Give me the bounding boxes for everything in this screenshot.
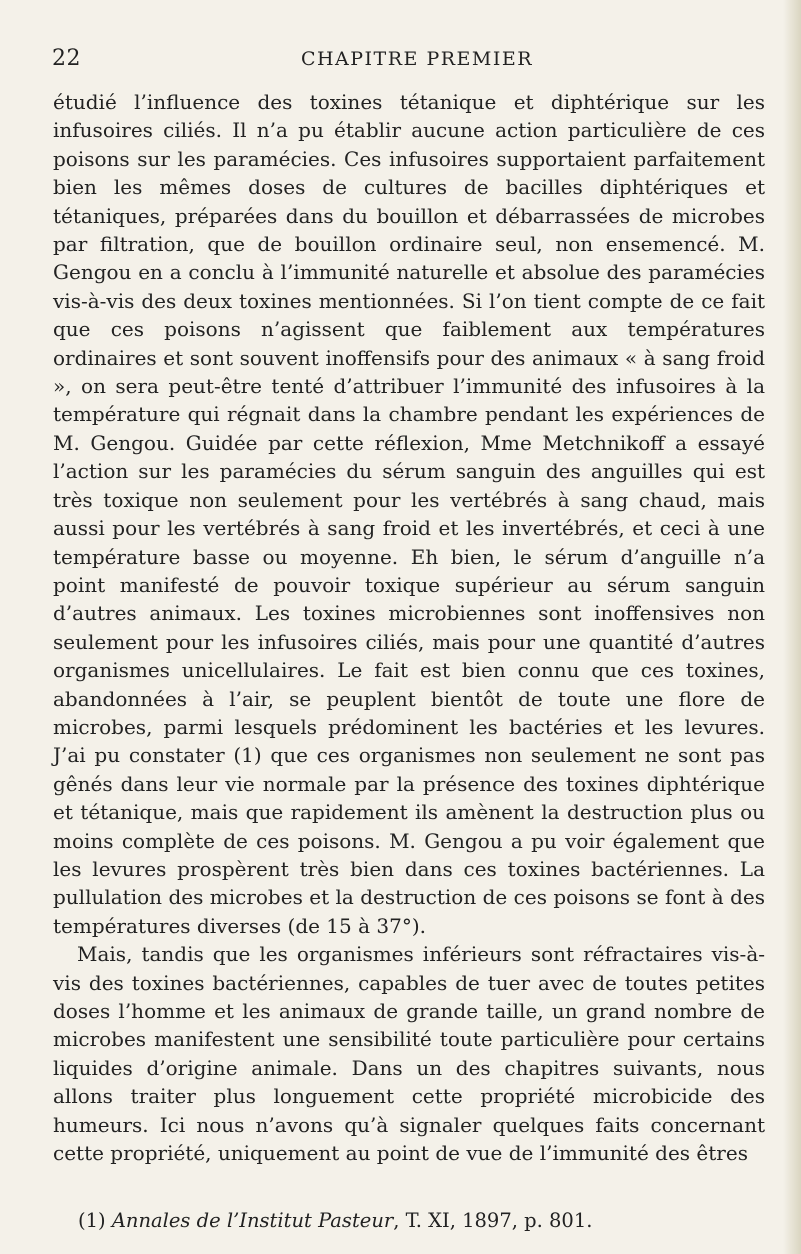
paragraph-1: étudié l’influence des toxines tétanique et diphtérique sur les infusoires ciliés. Il n’a pu établir aucune action particulière de ces poisons sur les paramécies. Ces infusoires supportaient parfaitement bien les mêmes doses de cultures de bacilles diphtériques et tétaniques, préparées dans du bouillon et débarrassées de microbes par filtration, que de bouillon ordinaire seul, non ensemencé. M. Gengou en a conclu à l’immunité naturelle et absolue des paramécies vis-à-vis des deux toxines mentionnées. Si l’on tient compte de ce fait que ces poisons n’agissent que faiblement aux températures ordinaires et sont souvent inoffensifs pour des animaux « à sang froid », on sera peut-être tenté d’attribuer l’immunité des infusoires à la température qui régnait dans la chambre pendant les expériences de M. Gengou. Guidée par cette réflexion, Mme Metchnikoff a essayé l’action sur les paramécies du sérum sanguin des anguilles qui est très toxique non seulement pour les vertébrés à sang chaud, mais aussi pour les vertébrés à sang froid et les invertébrés, et ceci à une température basse ou moyenne. Eh bien, le sérum d’anguille n’a point manifesté de pouvoir toxique supérieur au sérum sanguin d’autres animaux. Les toxines microbiennes sont inoffensives non seulement pour les infusoires ciliés, mais pour une quantité d’autres organismes unicellulaires. Le fait est bien connu que ces toxines, abandonnées à l’air, se peuplent bientôt de toute une flore de microbes, parmi lesquels prédominent les bactéries et les levures. J’ai pu constater (1) que ces organismes non seulement ne sont pas gênés dans leur vie normale par la présence des toxines diphtérique et tétanique, mais que rapidement ils amènent la destruction plus ou moins complète de ces poisons. M. Gengou a pu voir également que les levures prospèrent très bien dans ces toxines bactériennes. La pullulation des microbes et la destruction de ces poisons se font à des températures diverses (de 15 à 37°).: [53, 90, 765, 938]
page-header: [52, 46, 764, 76]
page-edge-shadow: [783, 0, 801, 1254]
footnote-source: Annales de l’Institut Pasteur: [111, 1209, 394, 1232]
body-text: [53, 88, 765, 1167]
footnote-details: , T. XI, 1897, p. 801.: [393, 1209, 593, 1232]
running-head: CHAPITRE PREMIER: [300, 48, 534, 70]
page-number: 22: [52, 46, 81, 71]
footnote-marker: (1): [78, 1209, 106, 1232]
paragraph-2: Mais, tandis que les organismes inférieurs sont réfractaires vis-à-vis des toxines bactériennes, capables de tuer avec de toutes petites doses l’homme et les animaux de grande taille, un grand nombre de microbes manifestent une sensibilité toute particulière pour certains liquides d’origine animale. Dans un des chapitres suivants, nous allons traiter plus longuement cette propriété microbicide des humeurs. Ici nous n’avons qu’à signaler quelques faits concernant cette propriété, uniquement au point de vue de l’immunité des êtres: [53, 942, 765, 1166]
footnote: [78, 1209, 766, 1233]
